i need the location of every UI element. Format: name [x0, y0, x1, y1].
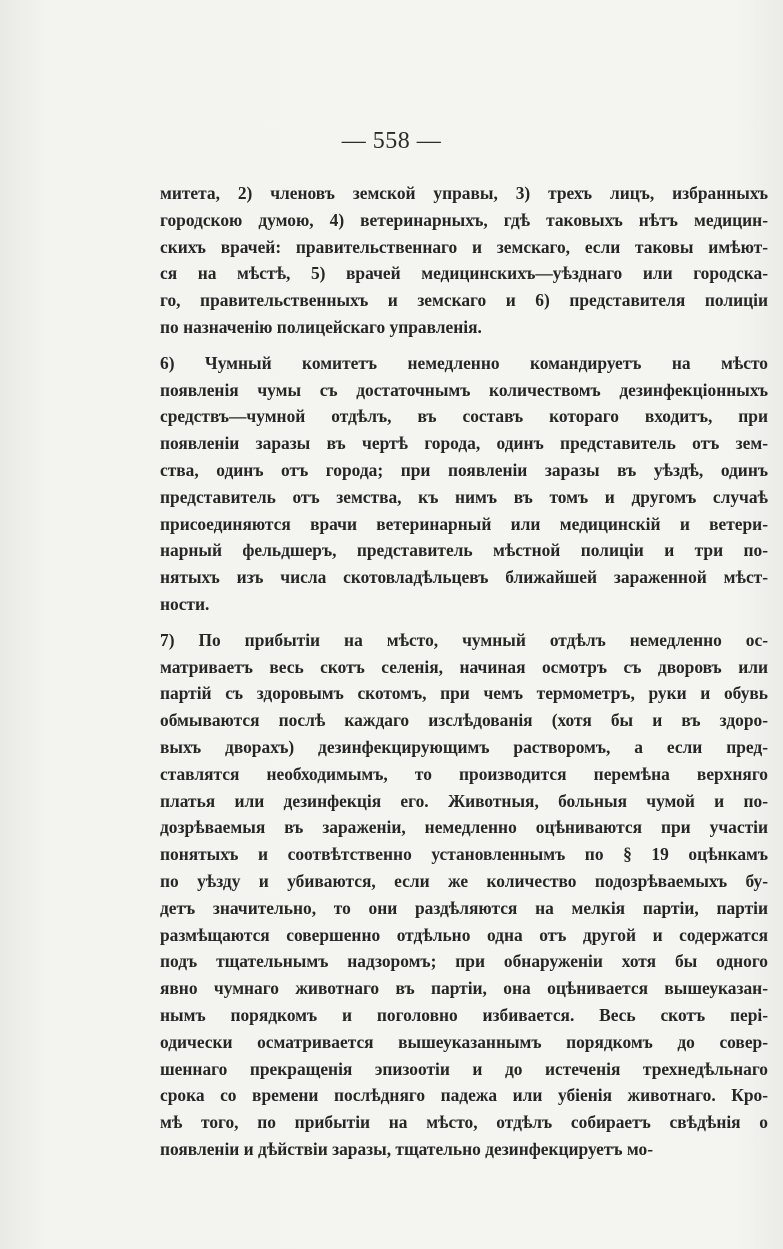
text-line: появленіи и дѣйствіи заразы, тщательно дезинфекцируетъ мо-	[160, 1138, 653, 1159]
text-line: го, правительственныхъ и земскаго и 6) представителя полиціи	[160, 290, 768, 311]
text-line: по уѣзду и убиваются, если же количество подозрѣваемыхъ бу-	[160, 870, 768, 891]
text-line: средствъ—чумной отдѣлъ, въ составъ котораго входитъ, при	[160, 406, 768, 427]
text-line: дозрѣваемыя въ зараженіи, немедленно оцѣниваются при участіи	[160, 817, 768, 838]
text-line: присоединяются врачи ветеринарный или медицинскій и ветери-	[160, 513, 768, 534]
text-line: появленіи заразы въ чертѣ города, одинъ представитель отъ зем-	[160, 433, 768, 454]
page-number: — 558 —	[341, 128, 442, 154]
text-line: платья или дезинфекція его. Животныя, больныя чумой и по-	[160, 790, 768, 811]
text-line: срока со времени послѣдняго падежа или убіенія животнаго. Кро-	[160, 1085, 768, 1106]
text-line: размѣщаются совершенно отдѣльно одна отъ другой и содержатся	[160, 924, 768, 945]
paragraph	[160, 350, 768, 618]
text-line: ся на мѣстѣ, 5) врачей медицинскихъ—уѣзднаго или городска-	[160, 263, 768, 284]
text-line: явно чумнаго животнаго въ партіи, она оцѣнивается вышеуказан-	[160, 978, 768, 999]
text-line: по назначенію полицейскаго управленія.	[160, 316, 482, 337]
body-text	[160, 180, 768, 1163]
text-line: городскою думою, 4) ветеринарныхъ, гдѣ таковыхъ нѣтъ медицин-	[160, 209, 768, 230]
text-line: нарный фельдшеръ, представитель мѣстной полиціи и три по-	[160, 540, 768, 561]
text-line: подъ тщательнымъ надзоромъ; при обнаруженіи хотя бы одного	[160, 951, 768, 972]
text-line: появленія чумы съ достаточнымъ количествомъ дезинфекціонныхъ	[160, 379, 768, 400]
text-line: шеннаго прекращенія эпизоотіи и до истеченія трехнедѣльнаго	[160, 1058, 768, 1079]
text-line: матриваетъ весь скотъ селенія, начиная осмотръ съ дворовъ или	[160, 656, 768, 677]
text-line: партій съ здоровымъ скотомъ, при чемъ термометръ, руки и обувь	[160, 683, 768, 704]
text-line: детъ значительно, то они раздѣляются на мелкія партіи, партіи	[160, 897, 768, 918]
paragraph	[160, 180, 768, 341]
text-line: 7) По прибытіи на мѣсто, чумный отдѣлъ немедленно ос-	[160, 629, 768, 650]
text-line: нымъ порядкомъ и поголовно избивается. Весь скотъ пері-	[160, 1004, 768, 1025]
text-line: мѣ того, по прибытіи на мѣсто, отдѣлъ собираетъ свѣдѣнія о	[160, 1112, 768, 1133]
paragraph	[160, 627, 768, 1163]
text-line: ства, одинъ отъ города; при появленіи заразы въ уѣздѣ, одинъ	[160, 459, 768, 480]
text-line: выхъ дворахъ) дезинфекцирующимъ растворомъ, а если пред-	[160, 736, 768, 757]
text-line: одически осматривается вышеуказаннымъ порядкомъ до совер-	[160, 1031, 768, 1052]
text-line: обмываются послѣ каждаго изслѣдованія (хотя бы и въ здоро-	[160, 710, 768, 731]
text-line: ности.	[160, 593, 210, 614]
text-line: скихъ врачей: правительственнаго и земскаго, если таковы имѣют-	[160, 236, 768, 257]
text-line: понятыхъ и соотвѣтственно установленнымъ по § 19 оцѣнкамъ	[160, 844, 768, 865]
text-line: 6) Чумный комитетъ немедленно командируетъ на мѣсто	[160, 352, 768, 373]
text-line: представитель отъ земства, къ нимъ въ томъ и другомъ случаѣ	[160, 486, 768, 507]
text-line: митета, 2) членовъ земской управы, 3) трехъ лицъ, избранныхъ	[160, 183, 768, 203]
text-line: нятыхъ изъ числа скотовладѣльцевъ ближайшей зараженной мѣст-	[160, 567, 768, 588]
text-line: ставлятся необходимымъ, то производится перемѣна верхняго	[160, 763, 768, 784]
